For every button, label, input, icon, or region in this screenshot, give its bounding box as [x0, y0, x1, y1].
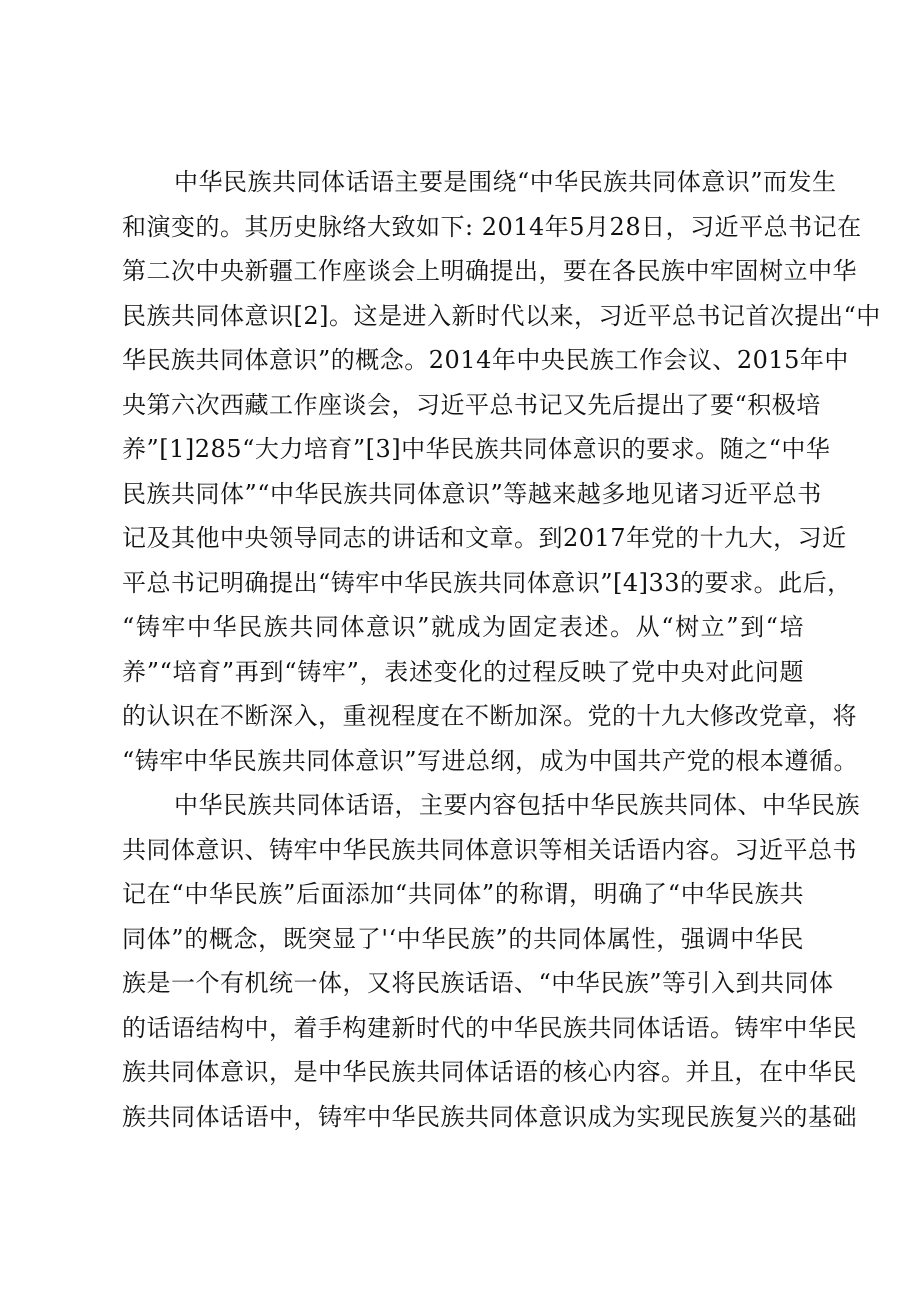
text-line: 央第六次西藏工作座谈会，习近平总书记又先后提出了要“积极培 [122, 390, 821, 419]
text-line: 民族共同体意识[2]。这是进入新时代以来，习近平总书记首次提出“中 [122, 301, 881, 330]
text-line: “铸牢中华民族共同体意识”就成为固定表述。从“树立”到“培 [122, 613, 804, 641]
text-line: 养”[1]285“大力培育”[3]中华民族共同体意识的要求。随之“中华 [122, 435, 831, 463]
text-line: “铸牢中华民族共同体意识”写进总纲，成为中国共产党的根本遵循。 [122, 746, 859, 775]
text-line: 记在“中华民族”后面添加“共同体”的称谓，明确了“中华民族共 [122, 880, 804, 908]
paragraph-1 [122, 160, 881, 783]
text-line: 族共同体意识，是中华民族共同体话语的核心内容。并且，在中华民 [122, 1058, 857, 1086]
text-line: 和演变的。其历史脉络大致如下: 2014年5月28日，习近平总书记在 [122, 212, 862, 241]
text-line: 同体”的概念，既突显了'‘中华民族”的共同体属性，强调中华民 [122, 924, 804, 953]
text-line: 的认识在不断深入，重视程度在不断加深。党的十九大修改党章，将 [122, 702, 857, 730]
document-body [122, 160, 881, 1139]
text-line: 民族共同体”“中华民族共同体意识”等越来越多地见诸习近平总书 [122, 479, 822, 508]
text-line: 族是一个有机统一体，又将民族话语、“中华民族”等引入到共同体 [122, 969, 834, 997]
text-line: 养”“培育”再到“铸牢”，表述变化的过程反映了党中央对此问题 [122, 657, 804, 686]
text-line: 的话语结构中，着手构建新时代的中华民族共同体话语。铸牢中华民 [122, 1013, 857, 1042]
text-line: 中华民族共同体话语，主要内容包括中华民族共同体、中华民族 [174, 791, 860, 819]
text-line: 华民族共同体意识”的概念。2014年中央民族工作会议、2015年中 [122, 346, 849, 374]
paragraph-2 [122, 783, 860, 1139]
text-line: 共同体意识、铸牢中华民族共同体意识等相关话语内容。习近平总书 [122, 835, 857, 864]
text-line: 记及其他中央领导同志的讲话和文章。到2017年党的十九大，习近 [122, 524, 847, 552]
text-line: 中华民族共同体话语主要是围绕“中华民族共同体意识”而发生 [174, 168, 837, 196]
text-line: 平总书记明确提出“铸牢中华民族共同体意识”[4]33的要求。此后， [122, 568, 852, 597]
text-line: 族共同体话语中，铸牢中华民族共同体意识成为实现民族复兴的基础 [122, 1102, 857, 1131]
text-line: 第二次中央新疆工作座谈会上明确提出，要在各民族中牢固树立中华 [122, 257, 857, 285]
